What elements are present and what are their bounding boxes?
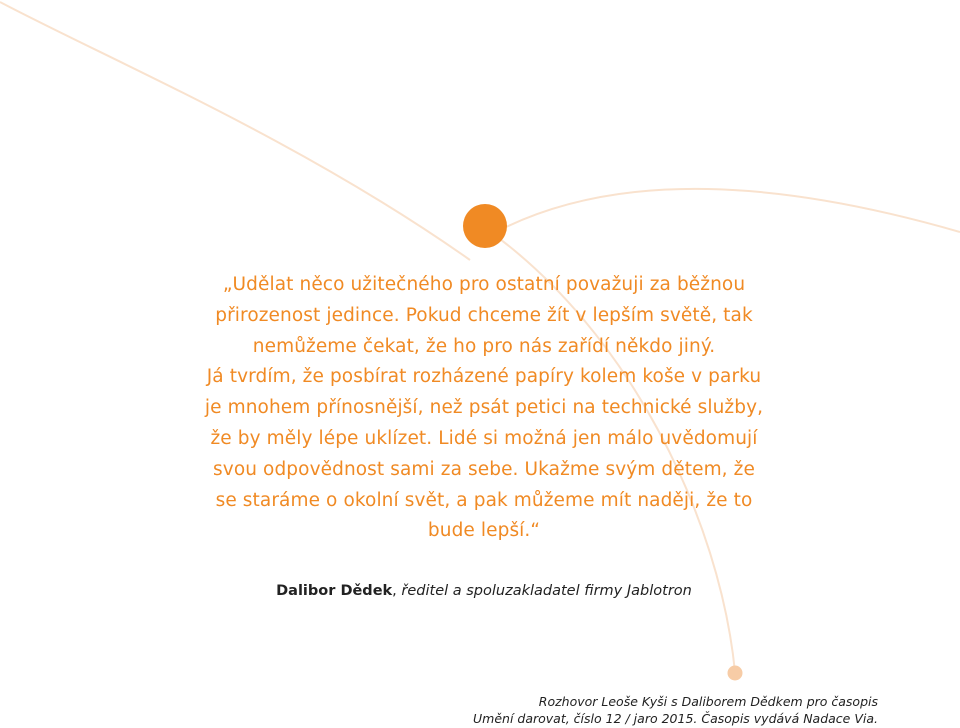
- quote-line: se staráme o okolní svět, a pak můžeme mít naději, že to: [215, 489, 753, 511]
- small-orange-dot: [728, 666, 743, 681]
- source-line-1: Rozhovor Leoše Kyši s Daliborem Dědkem pro časopis: [538, 694, 878, 709]
- source-note: [473, 694, 878, 727]
- large-orange-dot: [463, 204, 507, 248]
- quote-line: bude lepší.“: [427, 520, 541, 542]
- quote-line: „Udělat něco užitečného pro ostatní považuji za běžnou: [222, 274, 746, 295]
- quote-line: svou odpovědnost sami za sebe. Ukažme svým dětem, že: [213, 458, 755, 480]
- quote: [150, 270, 818, 547]
- quote-line: je mnohem přínosnější, než psát petici na technické služby,: [204, 397, 764, 419]
- right-arc-line: [500, 189, 960, 232]
- quote-line: že by měly lépe uklízet. Lidé si možná jen málo uvědomují: [210, 427, 758, 449]
- top-arc-line: [0, 2, 470, 260]
- attribution: [150, 580, 818, 602]
- quote-line: přirozenost jedince. Pokud chceme žít v lepším světě, tak: [215, 304, 753, 326]
- source-line-2: Umění darovat, číslo 12 / jaro 2015. Časopis vydává Nadace Via.: [473, 710, 878, 726]
- author-name: Dalibor Dědek: [276, 583, 393, 599]
- author-role: ředitel a spoluzakladatel firmy Jablotron: [401, 583, 692, 599]
- quote-line: Já tvrdím, že posbírat rozházené papíry kolem koše v parku: [206, 366, 762, 388]
- quote-line: nemůžeme čekat, že ho pro nás zařídí někdo jiný.: [252, 335, 716, 357]
- attribution-separator: ,: [392, 583, 402, 599]
